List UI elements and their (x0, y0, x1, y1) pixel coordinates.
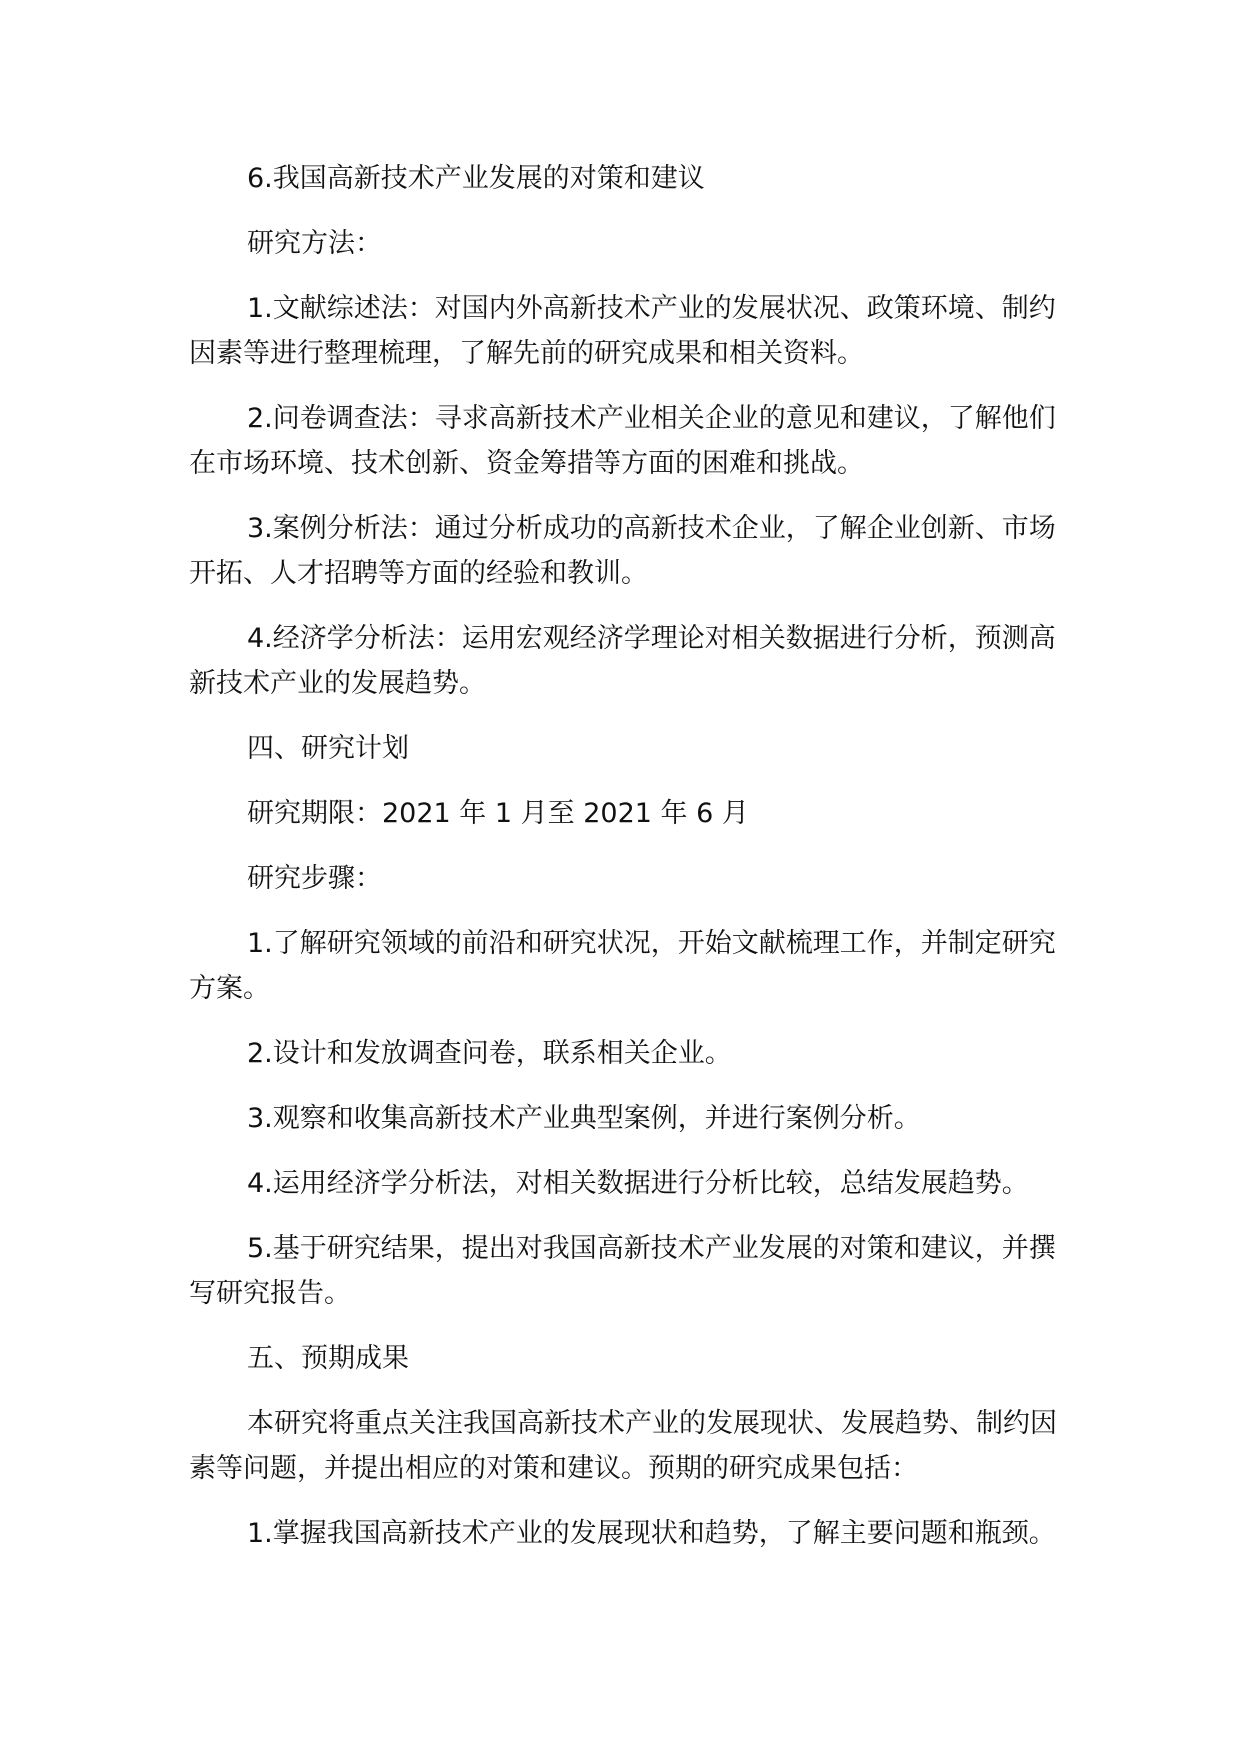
document-body (189, 156, 1069, 1576)
paragraph-research-steps-heading: 研究步骤： (247, 863, 382, 894)
section-heading-expected-results: 五、预期成果 (247, 1343, 409, 1374)
paragraph-method-literature-review: 1.文献综述法：对国内外高新技术产业的发展状况、政策环境、制约因素等进行整理梳理，了解先前的研究成果和相关资料。 (189, 293, 1056, 369)
paragraph-6-countermeasures: 6.我国高新技术产业发展的对策和建议 (247, 163, 705, 194)
paragraph-expected-results-intro: 本研究将重点关注我国高新技术产业的发展现状、发展趋势、制约因素等问题，并提出相应的对策和建议。预期的研究成果包括： (189, 1408, 1057, 1484)
paragraph-method-questionnaire: 2.问卷调查法：寻求高新技术产业相关企业的意见和建议，了解他们在市场环境、技术创新、资金筹措等方面的困难和挑战。 (189, 403, 1056, 479)
paragraph-step-2: 2.设计和发放调查问卷，联系相关企业。 (247, 1038, 732, 1069)
paragraph-step-1: 1.了解研究领域的前沿和研究状况，开始文献梳理工作，并制定研究方案。 (189, 928, 1056, 1004)
paragraph-research-methods-heading: 研究方法： (247, 228, 382, 259)
section-heading-research-plan: 四、研究计划 (247, 733, 409, 764)
paragraph-step-5: 5.基于研究结果，提出对我国高新技术产业发展的对策和建议，并撰写研究报告。 (189, 1233, 1056, 1309)
paragraph-step-4: 4.运用经济学分析法，对相关数据进行分析比较，总结发展趋势。 (247, 1168, 1029, 1199)
paragraph-step-3: 3.观察和收集高新技术产业典型案例，并进行案例分析。 (247, 1103, 921, 1134)
paragraph-method-economic-analysis: 4.经济学分析法：运用宏观经济学理论对相关数据进行分析，预测高新技术产业的发展趋势。 (189, 623, 1056, 699)
paragraph-expected-result-1: 1.掌握我国高新技术产业的发展现状和趋势，了解主要问题和瓶颈。 (247, 1518, 1056, 1549)
paragraph-research-period: 研究期限：2021 年 1 月至 2021 年 6 月 (247, 798, 749, 829)
paragraph-method-case-analysis: 3.案例分析法：通过分析成功的高新技术企业，了解企业创新、市场开拓、人才招聘等方面的经验和教训。 (189, 513, 1056, 589)
